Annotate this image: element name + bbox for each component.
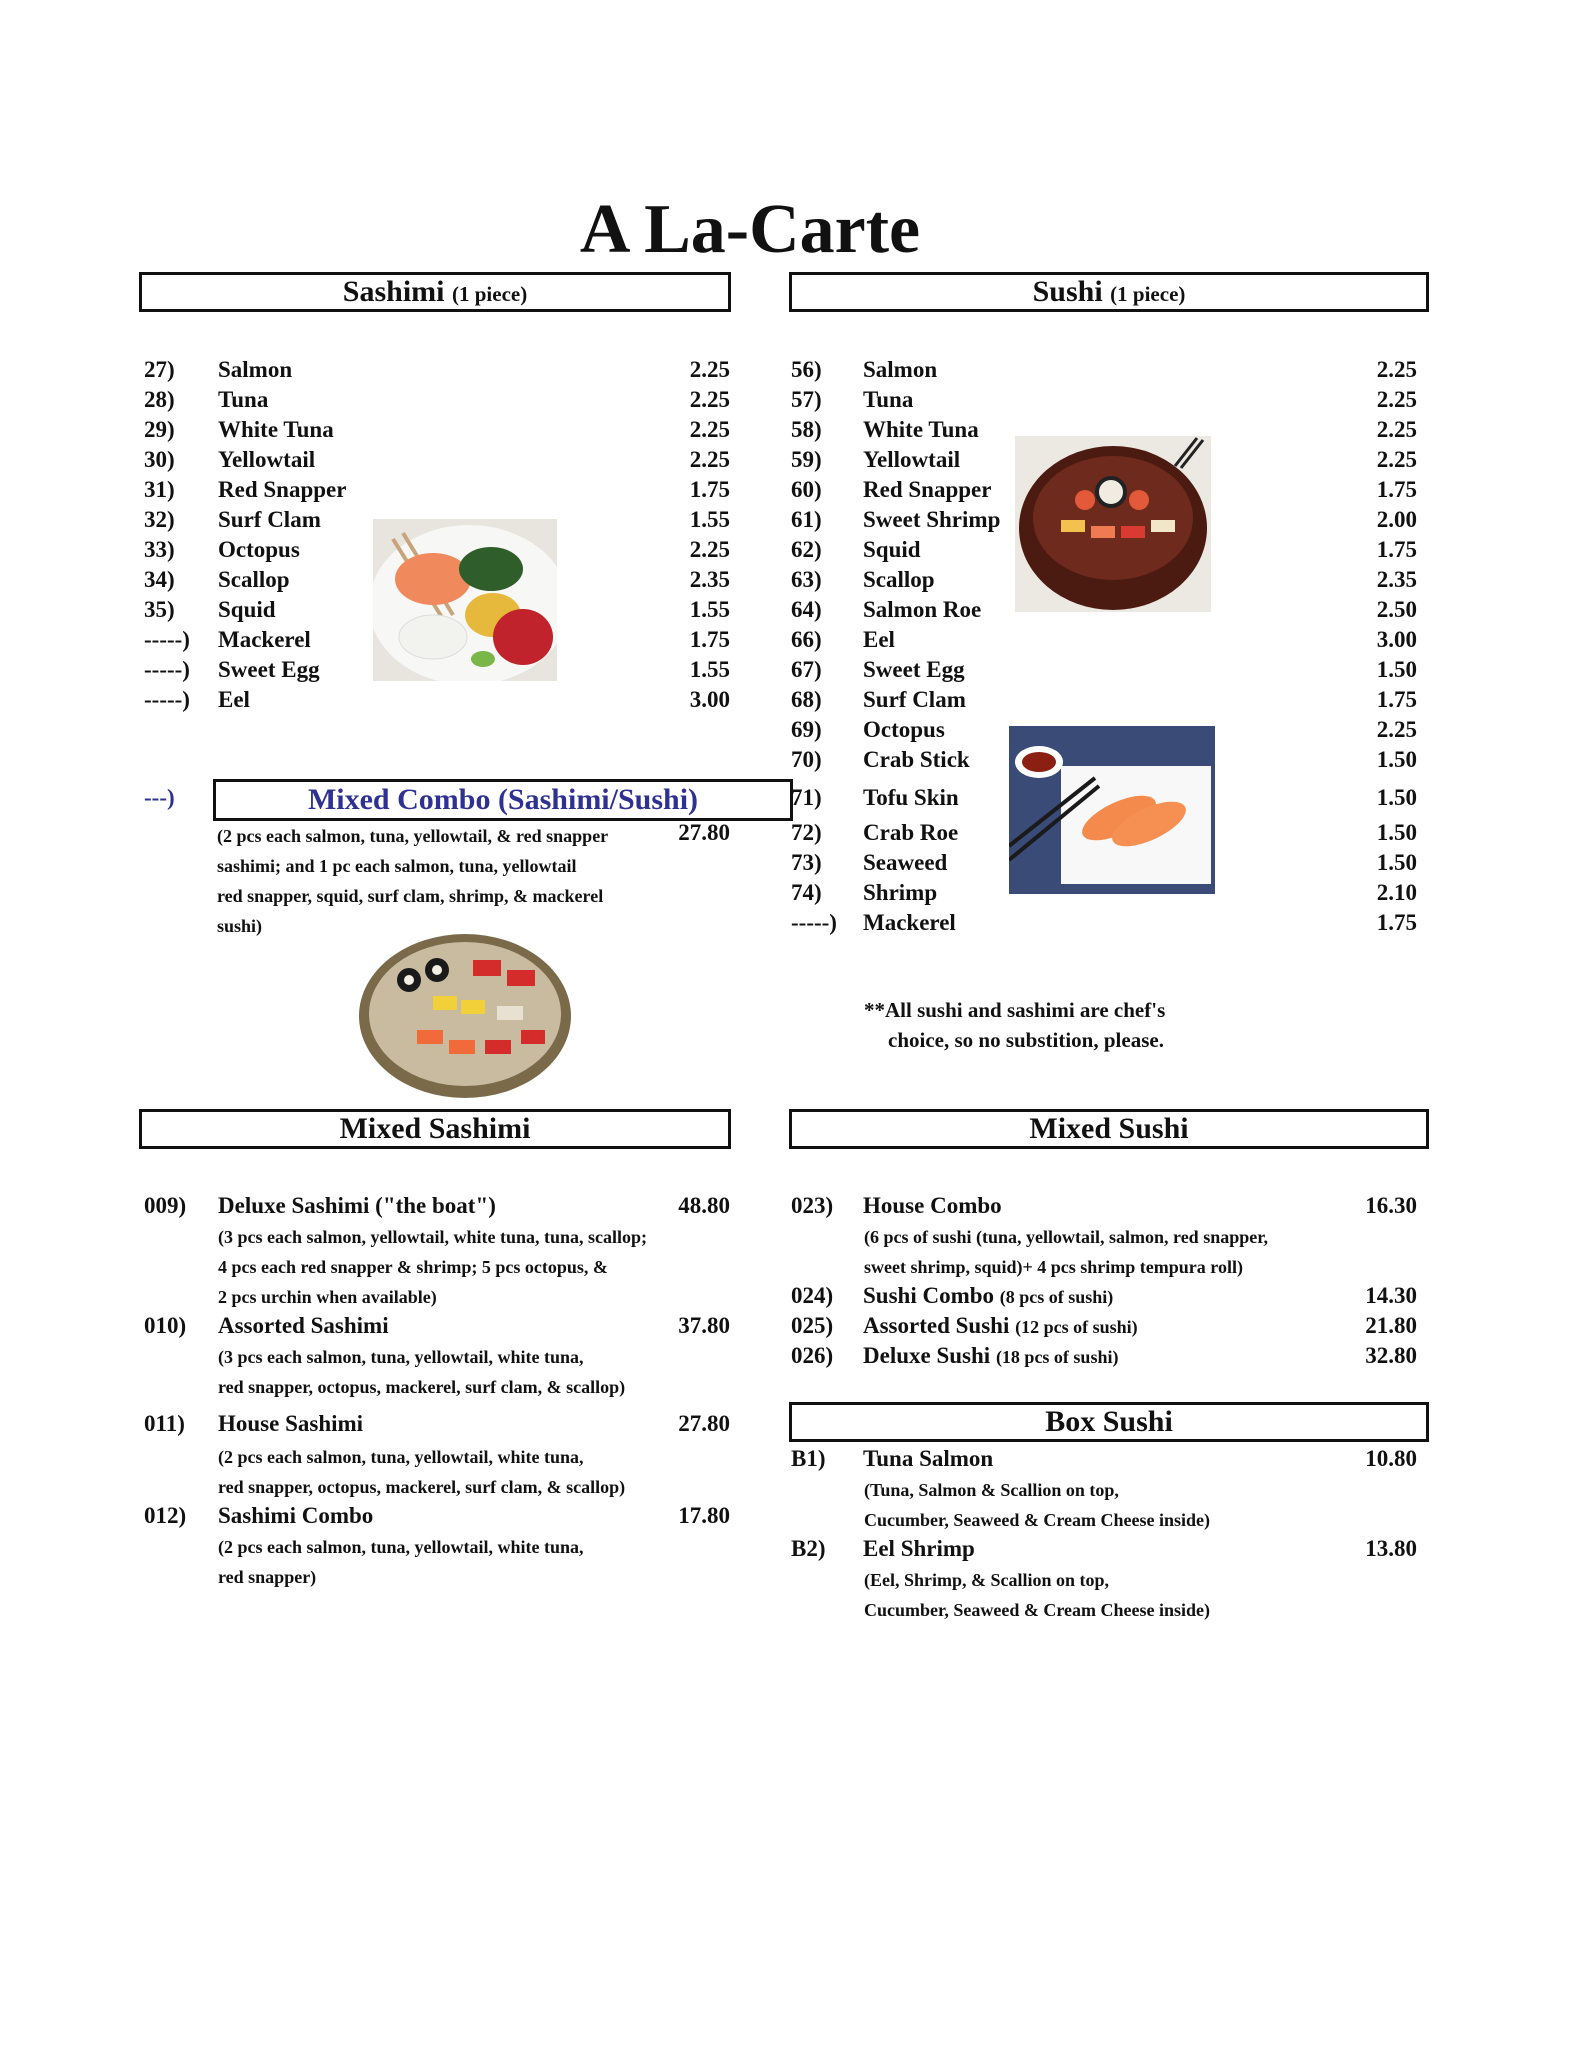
- mixed-combo-desc-1: (2 pcs each salmon, tuna, yellowtail, & red snapper: [217, 826, 609, 846]
- sushi-plate-image: [1009, 726, 1215, 894]
- list-item: 023) House Combo 16.30: [791, 1193, 1417, 1218]
- mixed-combo-label: Mixed Combo (Sashimi/Sushi): [307, 783, 699, 816]
- item-description: (2 pcs each salmon, tuna, yellowtail, white tuna,: [218, 1537, 584, 1557]
- item-description: Cucumber, Seaweed & Cream Cheese inside): [864, 1510, 1210, 1530]
- mixed-sushi-header-label: Mixed Sushi: [1029, 1112, 1189, 1145]
- item-description: red snapper, octopus, mackerel, surf clam, & scallop): [218, 1477, 626, 1497]
- box-sushi-header-label: Box Sushi: [1045, 1405, 1173, 1438]
- mixed-combo-desc-2: sashimi; and 1 pc each salmon, tuna, yellowtail: [217, 856, 577, 876]
- list-item: -----) Sweet Egg 1.55: [144, 657, 730, 682]
- list-item: 011) House Sashimi 27.80: [144, 1411, 730, 1436]
- list-item: 72) Crab Roe 1.50: [791, 820, 1417, 845]
- list-item: 29) White Tuna 2.25: [144, 417, 730, 442]
- list-item: -----) Mackerel 1.75: [791, 910, 1417, 935]
- item-description: (Tuna, Salmon & Scallion on top,: [864, 1480, 1119, 1500]
- list-item: 024) Sushi Combo (8 pcs of sushi) 14.30: [791, 1283, 1417, 1308]
- list-item: 33) Octopus 2.25: [144, 537, 730, 562]
- item-description: (3 pcs each salmon, yellowtail, white tuna, tuna, scallop;: [218, 1227, 648, 1247]
- list-item: 74) Shrimp 2.10: [791, 880, 1417, 905]
- item-description: 2 pcs urchin when available): [218, 1287, 437, 1307]
- list-item: 73) Seaweed 1.50: [791, 850, 1417, 875]
- chef-choice-note: [864, 995, 1165, 1055]
- list-item: 70) Crab Stick 1.50: [791, 747, 1417, 772]
- list-item: 27) Salmon 2.25: [144, 357, 730, 382]
- item-description: 4 pcs each red snapper & shrimp; 5 pcs octopus, &: [218, 1257, 608, 1277]
- list-item: 026) Deluxe Sushi (18 pcs of sushi) 32.80: [791, 1343, 1417, 1368]
- mixed-sushi-header: [789, 1109, 1429, 1149]
- item-description: red snapper, octopus, mackerel, surf clam, & scallop): [218, 1377, 626, 1397]
- list-item: 31) Red Snapper 1.75: [144, 477, 730, 502]
- list-item: 28) Tuna 2.25: [144, 387, 730, 412]
- list-item: 012) Sashimi Combo 17.80: [144, 1503, 730, 1528]
- sashimi-header: [139, 272, 731, 312]
- list-item: B1) Tuna Salmon 10.80: [791, 1446, 1417, 1471]
- list-item: 68) Surf Clam 1.75: [791, 687, 1417, 712]
- list-item: 32) Surf Clam 1.55: [144, 507, 730, 532]
- sushi-header-label: Sushi: [1032, 275, 1103, 308]
- item-description: sweet shrimp, squid)+ 4 pcs shrimp tempura roll): [864, 1257, 1243, 1277]
- list-item: 67) Sweet Egg 1.50: [791, 657, 1417, 682]
- list-item: 35) Squid 1.55: [144, 597, 730, 622]
- sushi-tray-image: [1015, 436, 1211, 612]
- list-item: 56) Salmon 2.25: [791, 357, 1417, 382]
- item-description: (2 pcs each salmon, tuna, yellowtail, white tuna,: [218, 1447, 584, 1467]
- mixed-combo-header: [213, 779, 793, 821]
- mixed-combo-num: ---): [144, 785, 175, 810]
- mixed-sashimi-header-label: Mixed Sashimi: [339, 1112, 531, 1145]
- list-item: -----) Eel 3.00: [144, 687, 730, 712]
- sushi-header-sub: (1 piece): [1110, 282, 1186, 306]
- item-description: red snapper): [218, 1567, 317, 1587]
- list-item: 63) Scallop 2.35: [791, 567, 1417, 592]
- list-item: 61) Sweet Shrimp 2.00: [791, 507, 1417, 532]
- list-item: -----) Mackerel 1.75: [144, 627, 730, 652]
- list-item: 58) White Tuna 2.25: [791, 417, 1417, 442]
- list-item: 59) Yellowtail 2.25: [791, 447, 1417, 472]
- combo-plate-image: [357, 930, 573, 1100]
- chef-choice-note-line-1: **All sushi and sashimi are chef's: [864, 998, 1166, 1022]
- sashimi-header-sub: (1 piece): [452, 282, 528, 306]
- item-description: (Eel, Shrimp, & Scallion on top,: [864, 1570, 1110, 1590]
- list-item: 025) Assorted Sushi (12 pcs of sushi) 21.80: [791, 1313, 1417, 1338]
- box-sushi-header: [789, 1402, 1429, 1442]
- list-item: 71) Tofu Skin 1.50: [791, 785, 1417, 810]
- list-item: 009) Deluxe Sashimi ("the boat") 48.80: [144, 1193, 730, 1218]
- list-item: 34) Scallop 2.35: [144, 567, 730, 592]
- sushi-header: [789, 272, 1429, 312]
- mixed-sashimi-header: [139, 1109, 731, 1149]
- sashimi-header-label: Sashimi: [342, 275, 445, 308]
- list-item: 010) Assorted Sashimi 37.80: [144, 1313, 730, 1338]
- page-title: A La-Carte: [579, 191, 921, 268]
- item-description: Cucumber, Seaweed & Cream Cheese inside): [864, 1600, 1210, 1620]
- list-item: 62) Squid 1.75: [791, 537, 1417, 562]
- list-item: 30) Yellowtail 2.25: [144, 447, 730, 472]
- mixed-combo-desc-4: sushi): [217, 916, 263, 936]
- chef-choice-note-line-2: choice, so no substition, please.: [888, 1028, 1164, 1052]
- mixed-combo-desc-3: red snapper, squid, surf clam, shrimp, & mackerel: [217, 886, 604, 906]
- list-item: 66) Eel 3.00: [791, 627, 1417, 652]
- list-item: 60) Red Snapper 1.75: [791, 477, 1417, 502]
- list-item: B2) Eel Shrimp 13.80: [791, 1536, 1417, 1561]
- mixed-combo-price: 27.80: [678, 820, 730, 845]
- list-item: 69) Octopus 2.25: [791, 717, 1417, 742]
- list-item: 64) Salmon Roe 2.50: [791, 597, 1417, 622]
- sashimi-plate-image: [373, 519, 557, 681]
- item-description: (3 pcs each salmon, tuna, yellowtail, white tuna,: [218, 1347, 584, 1367]
- item-description: (6 pcs of sushi (tuna, yellowtail, salmon, red snapper,: [864, 1227, 1269, 1247]
- list-item: 57) Tuna 2.25: [791, 387, 1417, 412]
